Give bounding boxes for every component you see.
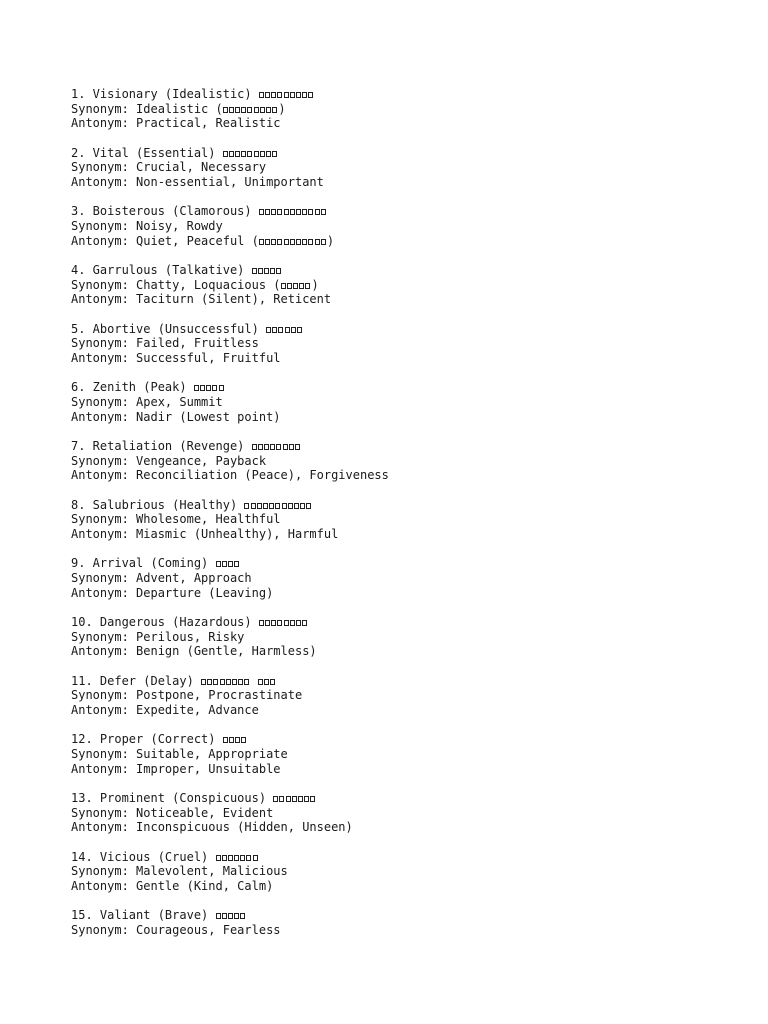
synonym-text: Synonym: Suitable, Appropriate xyxy=(71,746,288,761)
word-entry xyxy=(71,732,751,776)
antonym-text: Antonym: Practical, Realistic xyxy=(71,116,281,131)
antonym-line xyxy=(71,644,751,659)
entry-heading-line xyxy=(71,322,751,337)
entry-heading-line xyxy=(71,908,751,923)
antonym-line xyxy=(71,586,751,601)
antonym-line xyxy=(71,116,751,131)
missing-glyph-icon xyxy=(223,146,279,161)
word-entry xyxy=(71,439,751,483)
word-entry xyxy=(71,498,751,542)
word-entry xyxy=(71,204,751,248)
antonym-line xyxy=(71,703,751,718)
antonym-text: Antonym: Improper, Unsuitable xyxy=(71,761,281,776)
word-entry xyxy=(71,263,751,307)
antonym-line xyxy=(71,410,751,425)
missing-glyph-icon xyxy=(201,674,276,689)
antonym-text: Antonym: Non-essential, Unimportant xyxy=(71,175,324,190)
missing-glyph-icon xyxy=(266,322,303,337)
entry-heading-text: 3. Boisterous (Clamorous) xyxy=(71,204,259,219)
antonym-text: Antonym: Departure (Leaving) xyxy=(71,585,274,600)
entry-heading-line xyxy=(71,439,751,454)
synonym-text: Synonym: Chatty, Loquacious ( xyxy=(71,277,281,292)
entry-heading-line xyxy=(71,556,751,571)
synonym-line xyxy=(71,219,751,234)
antonym-text: Antonym: Benign (Gentle, Harmless) xyxy=(71,644,317,659)
synonym-line xyxy=(71,864,751,879)
synonym-text: Synonym: Noisy, Rowdy xyxy=(71,219,223,233)
entry-heading-line xyxy=(71,263,751,278)
entry-heading-text: 1. Visionary (Idealistic) xyxy=(71,87,259,101)
synonym-line xyxy=(71,454,751,469)
antonym-text: Antonym: Gentle (Kind, Calm) xyxy=(71,878,274,893)
entry-heading-line xyxy=(71,204,751,219)
missing-glyph-icon xyxy=(252,263,283,278)
synonym-text: Synonym: Idealistic ( xyxy=(71,101,223,116)
entry-heading-text: 9. Arrival (Coming) xyxy=(71,556,216,571)
synonym-line xyxy=(71,688,751,703)
entry-heading-text: 14. Vicious (Cruel) xyxy=(71,849,216,864)
synonym-line xyxy=(71,395,751,410)
synonym-line xyxy=(71,102,751,117)
synonym-text: Synonym: Failed, Fruitless xyxy=(71,336,259,351)
entry-heading-text: 12. Proper (Correct) xyxy=(71,732,223,747)
synonym-line xyxy=(71,630,751,645)
word-entry xyxy=(71,674,751,718)
entry-heading-text: 4. Garrulous (Talkative) xyxy=(71,262,252,277)
missing-glyph-icon xyxy=(281,278,312,293)
missing-glyph-icon xyxy=(216,556,241,571)
synonym-line xyxy=(71,747,751,762)
synonym-line xyxy=(71,160,751,175)
entry-heading-line xyxy=(71,87,751,102)
missing-glyph-icon xyxy=(216,908,247,923)
synonym-line xyxy=(71,512,751,527)
word-entry xyxy=(71,380,751,424)
synonym-text: Synonym: Courageous, Fearless xyxy=(71,922,281,937)
synonym-text: Synonym: Perilous, Risky xyxy=(71,629,245,644)
entry-heading-line xyxy=(71,674,751,689)
missing-glyph-icon xyxy=(244,498,312,513)
entry-heading-text: 7. Retaliation (Revenge) xyxy=(71,438,252,453)
antonym-line xyxy=(71,292,751,307)
word-entry xyxy=(71,791,751,835)
word-entry xyxy=(71,146,751,190)
synonym-suffix: ) xyxy=(311,277,319,292)
missing-glyph-icon xyxy=(252,439,302,454)
entry-heading-line xyxy=(71,146,751,161)
word-entry xyxy=(71,556,751,600)
synonym-line xyxy=(71,336,751,351)
antonym-text: Antonym: Quiet, Peaceful ( xyxy=(71,233,259,248)
word-list xyxy=(71,87,751,938)
missing-glyph-icon xyxy=(216,850,259,865)
synonym-text: Synonym: Malevolent, Malicious xyxy=(71,864,288,879)
antonym-line xyxy=(71,468,751,483)
entry-heading-line xyxy=(71,850,751,865)
missing-glyph-icon xyxy=(223,102,279,117)
antonym-line xyxy=(71,527,751,542)
entry-heading-line xyxy=(71,791,751,806)
missing-glyph-icon xyxy=(259,615,309,630)
synonym-text: Synonym: Noticeable, Evident xyxy=(71,805,274,820)
word-entry xyxy=(71,87,751,131)
antonym-line xyxy=(71,234,751,249)
antonym-text: Antonym: Reconciliation (Peace), Forgiveness xyxy=(71,468,389,483)
synonym-text: Synonym: Crucial, Necessary xyxy=(71,160,267,175)
missing-glyph-icon xyxy=(259,234,327,249)
antonym-text: Antonym: Expedite, Advance xyxy=(71,702,259,717)
word-entry xyxy=(71,615,751,659)
antonym-text: Antonym: Inconspicuous (Hidden, Unseen) xyxy=(71,820,353,835)
synonym-text: Synonym: Postpone, Procrastinate xyxy=(71,688,303,703)
entry-heading-text: 8. Salubrious (Healthy) xyxy=(71,497,245,512)
entry-heading-text: 13. Prominent (Conspicuous) xyxy=(71,790,274,805)
antonym-text: Antonym: Successful, Fruitful xyxy=(71,351,281,365)
synonym-text: Synonym: Advent, Approach xyxy=(71,570,252,585)
synonym-line xyxy=(71,806,751,821)
missing-glyph-icon xyxy=(273,791,316,806)
synonym-line xyxy=(71,571,751,586)
word-entry xyxy=(71,850,751,894)
document-page xyxy=(71,87,751,952)
entry-heading-text: 15. Valiant (Brave) xyxy=(71,908,216,923)
synonym-text: Synonym: Apex, Summit xyxy=(71,394,223,409)
entry-heading-line xyxy=(71,498,751,513)
antonym-text: Antonym: Nadir (Lowest point) xyxy=(71,409,281,424)
entry-heading-line xyxy=(71,615,751,630)
synonym-line xyxy=(71,923,751,938)
antonym-text: Antonym: Taciturn (Silent), Reticent xyxy=(71,292,332,307)
antonym-line xyxy=(71,820,751,835)
missing-glyph-icon xyxy=(259,87,315,102)
antonym-line xyxy=(71,762,751,777)
entry-heading-text: 11. Defer (Delay) xyxy=(71,673,202,688)
synonym-text: Synonym: Wholesome, Healthful xyxy=(71,512,281,527)
antonym-suffix: ) xyxy=(326,233,335,248)
entry-heading-text: 5. Abortive (Unsuccessful) xyxy=(71,321,267,336)
missing-glyph-icon xyxy=(223,732,248,747)
entry-heading-text: 10. Dangerous (Hazardous) xyxy=(71,614,259,629)
entry-heading-line xyxy=(71,732,751,747)
antonym-text: Antonym: Miasmic (Unhealthy), Harmful xyxy=(71,526,339,541)
word-entry xyxy=(71,322,751,366)
synonym-suffix: ) xyxy=(278,101,286,116)
antonym-line xyxy=(71,351,751,366)
entry-heading-text: 6. Zenith (Peak) xyxy=(71,380,194,395)
synonym-text: Synonym: Vengeance, Payback xyxy=(71,453,267,468)
entry-heading-text: 2. Vital (Essential) xyxy=(71,145,223,160)
missing-glyph-icon xyxy=(194,380,225,395)
synonym-line xyxy=(71,278,751,293)
antonym-line xyxy=(71,175,751,190)
antonym-line xyxy=(71,879,751,894)
entry-heading-line xyxy=(71,380,751,395)
missing-glyph-icon xyxy=(259,204,327,219)
word-entry xyxy=(71,908,751,937)
